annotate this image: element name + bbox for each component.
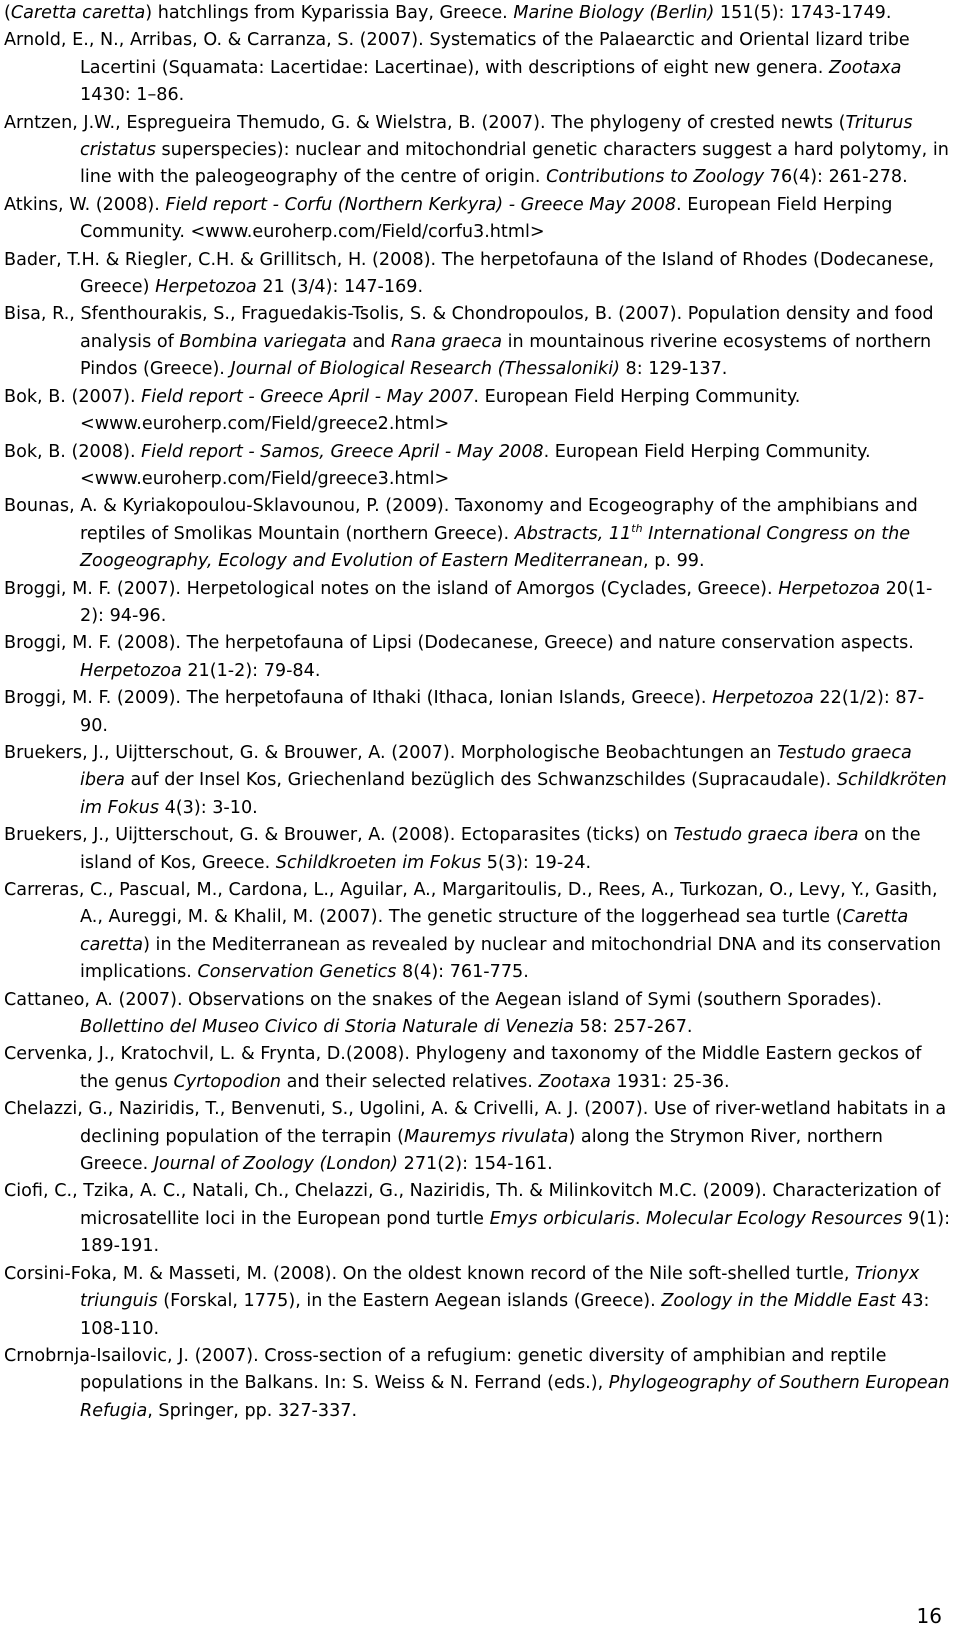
reference-text: (Forskal, 1775), in the Eastern Aegean islands (Greece).: [157, 1291, 662, 1312]
reference-entry: [4, 1041, 952, 1096]
reference-text: Ciofi, C., Tzika, A. C., Natali, Ch., Chelazzi, G., Naziridis, Th. & Milinkovitch M.C. (2009). Characterization of microsatellite loci in the European pond turtle: [4, 1181, 941, 1229]
reference-text: 4(3): 3-10.: [159, 797, 258, 818]
reference-text: , p. 99.: [643, 551, 705, 572]
reference-list: [4, 0, 952, 1425]
reference-text: 58: 257-267.: [573, 1017, 693, 1038]
reference-text: Cervenka, J., Kratochvil, L. & Frynta, D.(2008). Phylogeny and taxonomy of the Middle Eastern geckos of the genus: [4, 1044, 922, 1092]
reference-text: , Springer, pp. 327-337.: [147, 1400, 358, 1421]
reference-text: Atkins, W. (2008).: [4, 194, 166, 215]
reference-text: auf der Insel Kos, Griechenland bezüglich des Schwanzschildes (Supracaudale).: [124, 770, 837, 791]
reference-text: .: [634, 1208, 647, 1229]
reference-entry: [4, 384, 952, 439]
reference-text: ) hatchlings from Kyparissia Bay, Greece.: [145, 3, 514, 23]
reference-entry: [4, 1343, 952, 1425]
reference-italic-text: Field report - Samos, Greece April - May 2008: [141, 441, 544, 462]
reference-entry: [4, 1178, 952, 1260]
reference-italic-text: Bollettino del Museo Civico di Storia Naturale di Venezia: [80, 1017, 574, 1038]
reference-text: (: [4, 3, 11, 23]
reference-italic-text: Bombina variegata: [179, 331, 347, 352]
reference-italic-text: Caretta caretta: [10, 3, 146, 23]
reference-italic-text: Triturus cristatus: [80, 112, 913, 161]
reference-italic-text: Conservation Genetics: [197, 962, 397, 983]
reference-italic-text: th: [631, 521, 643, 535]
reference-italic-text: Cyrtopodion: [173, 1071, 282, 1092]
reference-entry: [4, 987, 952, 1042]
reference-entry: [4, 822, 952, 877]
reference-entry: [4, 493, 952, 575]
reference-text: and: [346, 331, 392, 352]
reference-text: 43: 108-110.: [80, 1291, 930, 1339]
reference-italic-text: Testudo graeca ibera: [673, 825, 859, 846]
reference-text: Arnold, E., N., Arribas, O. & Carranza, S. (2007). Systematics of the Palaearctic and Oriental lizard tribe Lacertini (Squamata: Lacertidae: Lacertinae), with descriptions of eight new genera.: [4, 30, 910, 78]
reference-text: 22(1/2): 87-90.: [80, 688, 925, 736]
reference-italic-text: International Congress on the Zoogeography, Ecology and Evolution of Eastern Mediterranean: [80, 523, 911, 572]
reference-text: . European Field Herping Community. <www.euroherp.com/Field/greece2.html>: [80, 386, 801, 435]
reference-text: 271(2): 154-161.: [398, 1154, 553, 1175]
reference-entry: [4, 1096, 952, 1178]
reference-text: Bounas, A. & Kyriakopoulou-Sklavounou, P. (2009). Taxonomy and Ecogeography of the amphibians and reptiles of Smolikas Mountain (northern Greece).: [4, 496, 918, 544]
reference-italic-text: Abstracts, 11: [514, 523, 632, 544]
page-number: 16: [916, 1604, 942, 1628]
reference-italic-text: Field report - Corfu (Northern Kerkyra) - Greece May 2008: [165, 194, 677, 215]
reference-text: Broggi, M. F. (2007). Herpetological notes on the island of Amorgos (Cyclades, Greece).: [4, 578, 779, 599]
reference-text: . European Field Herping Community. <www.euroherp.com/Field/greece3.html>: [80, 441, 871, 489]
reference-italic-text: Schildkroeten im Fokus: [275, 852, 482, 873]
reference-text: Bok, B. (2008).: [4, 441, 142, 462]
reference-italic-text: Herpetozoa: [80, 660, 182, 681]
reference-text: Bok, B. (2007).: [4, 386, 142, 407]
reference-text: 1430: 1–86.: [80, 85, 185, 106]
reference-italic-text: Journal of Biological Research (Thessaloniki): [230, 359, 620, 380]
reference-italic-text: Contributions to Zoology: [546, 167, 765, 188]
reference-entry: [4, 192, 952, 247]
reference-text: Bisa, R., Sfenthourakis, S., Fraguedakis-Tsolis, S. & Chondropoulos, B. (2007). Population density and food analysis of: [4, 304, 934, 352]
reference-text: Bruekers, J., Uijtterschout, G. & Brouwer, A. (2007). Morphologische Beobachtungen an: [4, 742, 778, 763]
reference-text: Broggi, M. F. (2009). The herpetofauna of Ithaki (Ithaca, Ionian Islands, Greece).: [4, 688, 713, 709]
reference-italic-text: Journal of Zoology (London): [153, 1154, 399, 1175]
reference-text: Carreras, C., Pascual, M., Cardona, L., Aguilar, A., Margaritoulis, D., Rees, A., Turkozan, O., Levy, Y., Gasith, A., Aureggi, M. & Khalil, M. (2007). The genetic structure of the loggerhead sea turtle (: [4, 880, 938, 928]
reference-entry: [4, 685, 952, 740]
reference-italic-text: Mauremys rivulata: [403, 1126, 569, 1147]
reference-text: 151(5): 1743-1749.: [714, 3, 892, 23]
reference-text: Crnobrnja-Isailovic, J. (2007). Cross-section of a refugium: genetic diversity of amphibian and reptile populations in the Balkans. In: S. Weiss & N. Ferrand (eds.),: [4, 1345, 887, 1394]
reference-text: in mountainous riverine ecosystems of northern Pindos (Greece).: [80, 331, 932, 380]
reference-text: 8: 129-137.: [619, 359, 728, 380]
reference-text: on the island of Kos, Greece.: [80, 825, 921, 873]
reference-text: 76(4): 261-278.: [764, 167, 908, 188]
reference-italic-text: Trionyx triunguis: [80, 1263, 920, 1312]
reference-italic-text: Testudo graeca ibera: [80, 742, 912, 791]
reference-entry: [4, 439, 952, 494]
reference-text: ) along the Strymon River, northern Greece.: [80, 1126, 883, 1175]
reference-italic-text: Herpetozoa: [155, 277, 257, 298]
reference-text: Cattaneo, A. (2007). Observations on the snakes of the Aegean island of Symi (southern Sporades).: [4, 989, 882, 1010]
reference-text: 9(1): 189-191.: [80, 1208, 951, 1257]
reference-entry: [4, 110, 952, 192]
reference-text: . European Field Herping Community. <www.euroherp.com/Field/corfu3.html>: [80, 194, 893, 243]
reference-text: 1931: 25-36.: [610, 1071, 730, 1092]
reference-text: Bruekers, J., Uijtterschout, G. & Brouwer, A. (2008). Ectoparasites (ticks) on: [4, 825, 674, 846]
reference-entry: [4, 0, 952, 27]
reference-italic-text: Emys orbicularis: [489, 1208, 635, 1229]
reference-entry: [4, 301, 952, 383]
reference-entry: [4, 576, 952, 631]
reference-italic-text: Herpetozoa: [778, 578, 880, 599]
reference-text: and their selected relatives.: [281, 1071, 539, 1092]
reference-entry: [4, 740, 952, 822]
reference-italic-text: Caretta caretta: [80, 907, 909, 955]
reference-italic-text: Zoology in the Middle East: [661, 1291, 896, 1312]
reference-italic-text: Phylogeography of Southern European Refugia: [80, 1373, 950, 1421]
reference-text: Chelazzi, G., Naziridis, T., Benvenuti, S., Ugolini, A. & Crivelli, A. J. (2007). Use of river-wetland habitats in a declining population of the terrapin (: [4, 1099, 947, 1147]
reference-entry: [4, 247, 952, 302]
reference-entry: [4, 1261, 952, 1343]
reference-italic-text: Schildkröten im Fokus: [80, 770, 947, 818]
reference-text: Broggi, M. F. (2008). The herpetofauna of Lipsi (Dodecanese, Greece) and nature conservation aspects.: [4, 633, 914, 654]
reference-text: 5(3): 19-24.: [481, 852, 592, 873]
reference-text: 21 (3/4): 147-169.: [256, 277, 424, 298]
reference-text: 8(4): 761-775.: [396, 962, 529, 983]
reference-text: ) in the Mediterranean as revealed by nuclear and mitochondrial DNA and its conservation implications.: [80, 934, 941, 983]
reference-italic-text: Herpetozoa: [712, 688, 814, 709]
reference-entry: [4, 630, 952, 685]
reference-italic-text: Zootaxa: [828, 57, 902, 78]
reference-text: 21(1-2): 79-84.: [181, 660, 321, 681]
reference-italic-text: Field report - Greece April - May 2007: [141, 386, 474, 407]
reference-entry: [4, 27, 952, 109]
reference-text: Corsini-Foka, M. & Masseti, M. (2008). On the oldest known record of the Nile soft-shelled turtle,: [4, 1263, 856, 1284]
reference-entry: [4, 877, 952, 987]
reference-italic-text: Marine Biology (Berlin): [513, 3, 715, 23]
reference-text: 20(1-2): 94-96.: [80, 578, 933, 626]
reference-italic-text: Zootaxa: [538, 1071, 611, 1092]
reference-text: Arntzen, J.W., Espregueira Themudo, G. & Wielstra, B. (2007). The phylogeny of crested newts (: [4, 112, 846, 133]
reference-text: Bader, T.H. & Riegler, C.H. & Grillitsch, H. (2008). The herpetofauna of the Island of Rhodes (Dodecanese, Greece): [4, 249, 935, 298]
reference-italic-text: Rana graeca: [391, 331, 503, 352]
reference-italic-text: Molecular Ecology Resources: [646, 1208, 903, 1229]
reference-text: superspecies): nuclear and mitochondrial genetic characters suggest a hard polytomy, in line with the paleogeography of the centre of origin.: [80, 140, 949, 188]
